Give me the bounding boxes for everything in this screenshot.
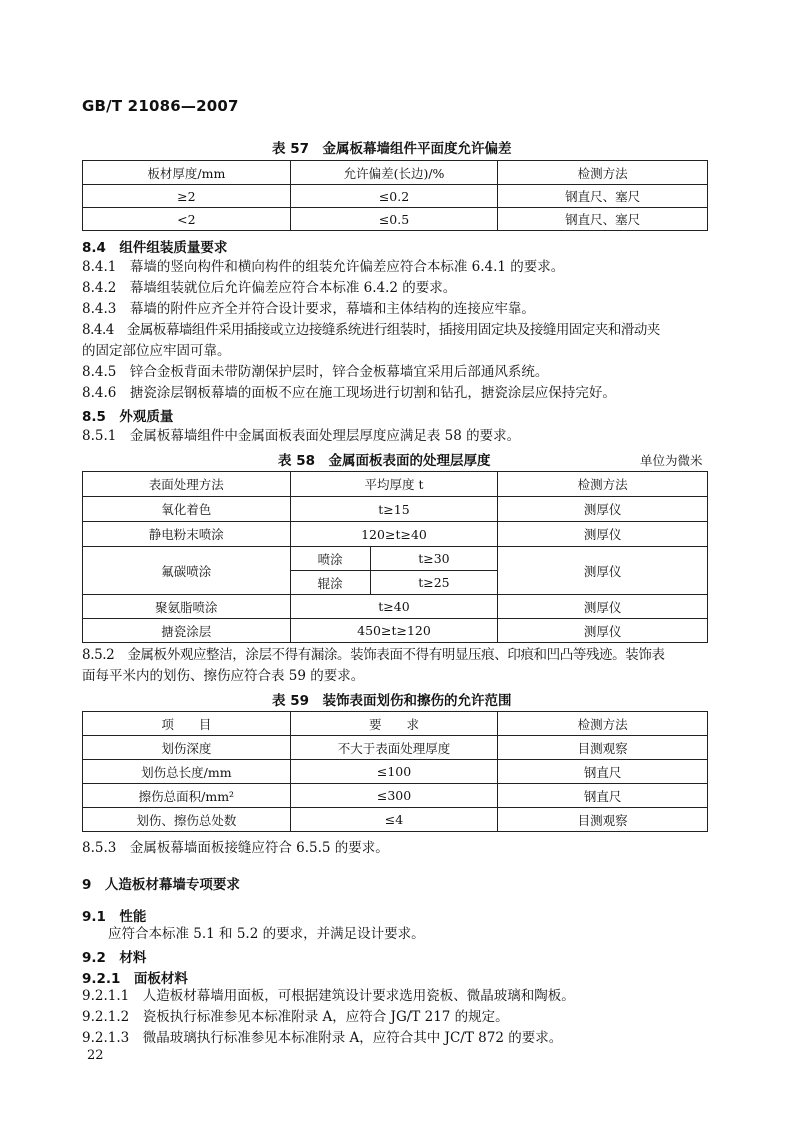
table-cell: 测厚仪 xyxy=(498,497,708,522)
table-cell: 划伤深度 xyxy=(83,736,291,760)
paragraph-8-4-4: 8.4.4 金属板幕墙组件采用插接或立边接缝系统进行组装时，插接用固定块及接缝用固定夹和滑动夹 xyxy=(82,322,660,338)
table-row xyxy=(83,208,708,231)
table-cell: 不大于表面处理厚度 xyxy=(290,736,498,760)
table-cell: 测厚仪 xyxy=(498,547,708,595)
table57 xyxy=(82,160,708,231)
section-heading-8-4: 8.4 组件组装质量要求 xyxy=(82,240,228,256)
table-cell: 钢直尺、塞尺 xyxy=(498,208,708,231)
table-cell: 测厚仪 xyxy=(498,619,708,643)
table-cell: 目测观察 xyxy=(498,808,708,832)
table-cell: t≥25 xyxy=(370,571,498,595)
paragraph-8-4-2: 8.4.2 幕墙组装就位后允许偏差应符合本标准 6.4.2 的要求。 xyxy=(82,280,457,296)
table-header-cell: 表面处理方法 xyxy=(83,472,291,497)
section-heading-8-5: 8.5 外观质量 xyxy=(82,409,174,425)
standard-code: GB/T 21086—2007 xyxy=(82,97,239,115)
table-header-cell: 板材厚度/mm xyxy=(83,161,291,185)
table-row xyxy=(83,497,708,522)
table-cell: <2 xyxy=(83,208,291,231)
table-row xyxy=(83,547,708,571)
table-cell: 划伤总长度/mm xyxy=(83,760,291,784)
table-cell: ≤4 xyxy=(290,808,498,832)
table-cell: 静电粉末喷涂 xyxy=(83,522,291,547)
table-cell: t≥30 xyxy=(370,547,498,571)
table58 xyxy=(82,471,708,643)
paragraph-9-1: 应符合本标准 5.1 和 5.2 的要求，并满足设计要求。 xyxy=(108,926,425,942)
table-cell: 聚氨脂喷涂 xyxy=(83,595,291,619)
paragraph-8-5-3: 8.5.3 金属板幕墙面板接缝应符合 6.5.5 的要求。 xyxy=(82,840,389,856)
table-cell: 氧化着色 xyxy=(83,497,291,522)
paragraph-8-4-1: 8.4.1 幕墙的竖向构件和横向构件的组装允许偏差应符合本标准 6.4.1 的要求。 xyxy=(82,259,565,275)
table-header-cell: 项 目 xyxy=(83,712,291,736)
table-header-cell: 检测方法 xyxy=(498,712,708,736)
table-header-cell: 要 求 xyxy=(290,712,498,736)
table-header-row xyxy=(83,161,708,185)
paragraph-9-2-1-3: 9.2.1.3 微晶玻璃执行标准参见本标准附录 A，应符合其中 JC/T 872 的要求。 xyxy=(82,1030,563,1046)
table-cell: ≤100 xyxy=(290,760,498,784)
table-cell: ≤0.5 xyxy=(290,208,498,231)
table-cell: 擦伤总面积/mm² xyxy=(83,784,291,808)
table-cell: 辊涂 xyxy=(290,571,370,595)
table-cell: ≤0.2 xyxy=(290,185,498,208)
table-cell: 钢直尺 xyxy=(498,784,708,808)
table-header-cell: 检测方法 xyxy=(498,161,708,185)
paragraph-9-2-1-1: 9.2.1.1 人造板材幕墙用面板，可根据建筑设计要求选用瓷板、微晶玻璃和陶板。 xyxy=(82,988,575,1004)
table-cell: 氟碳喷涂 xyxy=(83,547,291,595)
table-cell: 钢直尺 xyxy=(498,760,708,784)
section-heading-9-2-1: 9.2.1 面板材料 xyxy=(82,971,188,987)
table59 xyxy=(82,711,708,832)
table-header-cell: 允许偏差(长边)/% xyxy=(290,161,498,185)
table-row xyxy=(83,808,708,832)
table58-unit: 单位为微米 xyxy=(640,453,703,468)
paragraph-8-5-2-cont: 面每平米内的划伤、擦伤应符合表 59 的要求。 xyxy=(82,668,365,684)
table-row xyxy=(83,760,708,784)
table-cell: ≤300 xyxy=(290,784,498,808)
table-cell: 450≥t≥120 xyxy=(290,619,498,643)
table57-caption: 表 57 金属板幕墙组件平面度允许偏差 xyxy=(272,141,512,157)
paragraph-9-2-1-2: 9.2.1.2 瓷板执行标准参见本标准附录 A，应符合 JG/T 217 的规定。 xyxy=(82,1009,509,1025)
table-cell: 划伤、擦伤总处数 xyxy=(83,808,291,832)
paragraph-8-4-5: 8.4.5 锌合金板背面未带防潮保护层时，锌合金板幕墙宜采用后部通风系统。 xyxy=(82,364,549,380)
table-cell: t≥40 xyxy=(290,595,498,619)
paragraph-8-4-3: 8.4.3 幕墙的附件应齐全并符合设计要求，幕墙和主体结构的连接应牢靠。 xyxy=(82,301,535,317)
table-cell: 测厚仪 xyxy=(498,595,708,619)
page-number: 22 xyxy=(87,1048,104,1063)
table-cell: ≥2 xyxy=(83,185,291,208)
table-row xyxy=(83,185,708,208)
table59-caption: 表 59 装饰表面划伤和擦伤的允许范围 xyxy=(272,693,512,709)
paragraph-8-5-2: 8.5.2 金属板外观应整洁，涂层不得有漏涂。装饰表面不得有明显压痕、印痕和凹凸等残迹。装饰表 xyxy=(82,647,665,663)
table-cell: 测厚仪 xyxy=(498,522,708,547)
table-row xyxy=(83,522,708,547)
table-row xyxy=(83,736,708,760)
paragraph-8-4-4-cont: 的固定部位应牢固可靠。 xyxy=(82,343,231,359)
table58-caption: 表 58 金属面板表面的处理层厚度 xyxy=(278,453,491,469)
table-row xyxy=(83,595,708,619)
section-heading-9: 9 人造板材幕墙专项要求 xyxy=(82,877,240,893)
section-heading-9-2: 9.2 材料 xyxy=(82,950,147,966)
table-header-cell: 平均厚度 t xyxy=(290,472,498,497)
table-cell: 搪瓷涂层 xyxy=(83,619,291,643)
section-heading-9-1: 9.1 性能 xyxy=(82,909,147,925)
table-cell: t≥15 xyxy=(290,497,498,522)
table-row xyxy=(83,784,708,808)
table-header-row xyxy=(83,472,708,497)
table-header-row xyxy=(83,712,708,736)
table-cell: 120≥t≥40 xyxy=(290,522,498,547)
table-header-cell: 检测方法 xyxy=(498,472,708,497)
table-cell: 目测观察 xyxy=(498,736,708,760)
table-cell: 钢直尺、塞尺 xyxy=(498,185,708,208)
table-cell: 喷涂 xyxy=(290,547,370,571)
paragraph-8-4-6: 8.4.6 搪瓷涂层钢板幕墙的面板不应在施工现场进行切割和钻孔，搪瓷涂层应保持完好。 xyxy=(82,385,616,401)
paragraph-8-5-1: 8.5.1 金属板幕墙组件中金属面板表面处理层厚度应满足表 58 的要求。 xyxy=(82,428,521,444)
table-row xyxy=(83,619,708,643)
